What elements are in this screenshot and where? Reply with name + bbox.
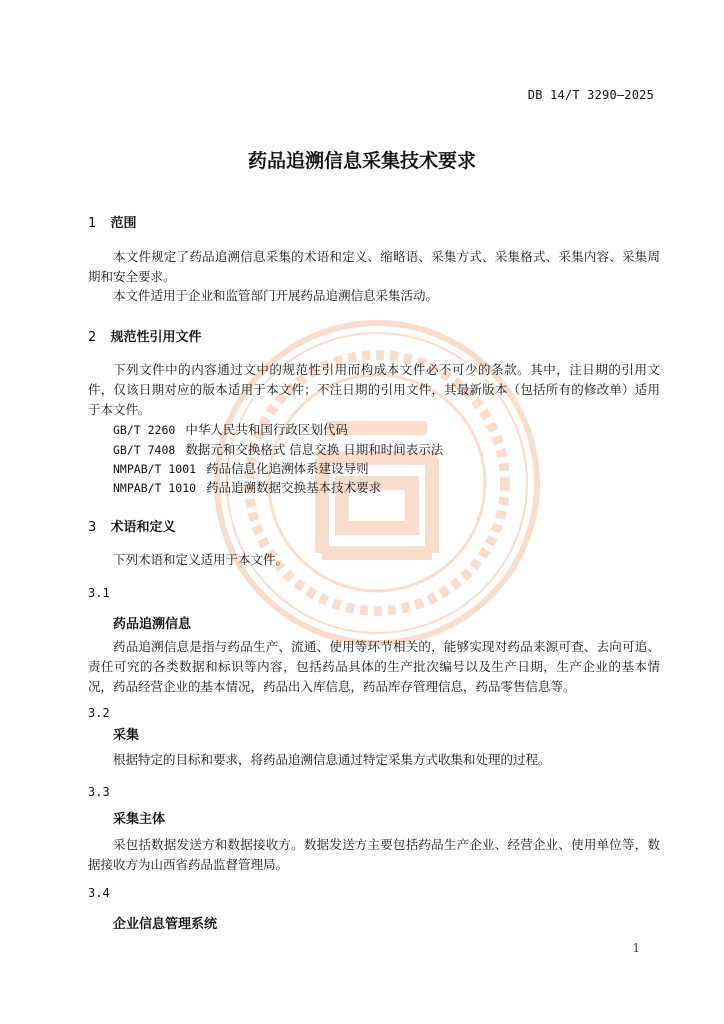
reference-item — [113, 478, 381, 496]
term-title: 采集主体 — [113, 812, 166, 827]
section-heading-scope — [88, 212, 137, 231]
document-code: DB 14/T 3290—2025 — [527, 88, 654, 102]
term-definition: 采包括数据发送方和数据接收方。数据发送方主要包括药品生产企业、经营企业、使用单位等，数据接收方为山西省药品监督管理局。 — [88, 837, 660, 872]
reference-item — [113, 440, 443, 458]
reference-code: NMPAB/T 1010 — [113, 481, 197, 495]
clause-number: 3.1 — [88, 586, 110, 600]
term-title: 采集 — [113, 728, 140, 743]
reference-name: 数据元和交换格式 信息交换 日期和时间表示法 — [185, 442, 444, 457]
reference-item — [113, 420, 348, 438]
reference-code: GB/T 7408 — [113, 443, 176, 457]
term-definition: 根据特定的目标和要求，将药品追溯信息通过特定采集方式收集和处理的过程。 — [113, 752, 551, 767]
section-title: 范围 — [110, 216, 137, 231]
clause-number: 3.2 — [88, 706, 110, 720]
terms-intro-paragraph: 下列术语和定义适用于本文件。 — [113, 552, 289, 567]
term-title: 药品追溯信息 — [113, 617, 192, 632]
scope-paragraph-1: 本文件规定了药品追溯信息采集的术语和定义、缩略语、采集方式、采集格式、采集内容、采集周期和安全要求。 — [88, 249, 660, 284]
scope-paragraph-2: 本文件适用于企业和监管部门开展药品追溯信息采集活动。 — [113, 288, 439, 303]
term-title: 企业信息管理系统 — [113, 917, 218, 932]
section-heading-terms — [88, 516, 176, 535]
section-number: 3 — [88, 520, 97, 535]
section-title: 规范性引用文件 — [110, 330, 202, 345]
reference-code: GB/T 2260 — [113, 423, 176, 437]
section-title: 术语和定义 — [110, 520, 176, 535]
reference-name: 药品信息化追溯体系建设导则 — [206, 461, 369, 476]
document-title: 药品追溯信息采集技术要求 — [247, 150, 476, 172]
clause-number: 3.4 — [88, 886, 110, 900]
term-definition: 药品追溯信息是指与药品生产、流通、使用等环节相关的，能够实现对药品来源可查、去向可追、责任可究的各类数据和标识等内容，包括药品具体的生产批次编号以及生产日期，生产企业的基本情况，药品经营企业的基本情况，药品出入库信息，药品库存管理信息，药品零售信息等。 — [88, 639, 660, 694]
section-heading-normative-references — [88, 326, 202, 345]
references-paragraph: 下列文件中的内容通过文中的规范性引用而构成本文件必不可少的条款。其中，注日期的引用文件，仅该日期对应的版本适用于本文件；不注日期的引用文件，其最新版本（包括所有的修改单）适用于本文件。 — [88, 362, 660, 417]
section-number: 1 — [88, 216, 97, 231]
reference-code: NMPAB/T 1001 — [113, 462, 197, 476]
clause-number: 3.3 — [88, 785, 110, 799]
page-number: 1 — [632, 941, 640, 955]
reference-name: 药品追溯数据交换基本技术要求 — [206, 480, 382, 495]
reference-name: 中华人民共和国行政区划代码 — [185, 422, 348, 437]
reference-item — [113, 459, 369, 477]
section-number: 2 — [88, 330, 97, 345]
